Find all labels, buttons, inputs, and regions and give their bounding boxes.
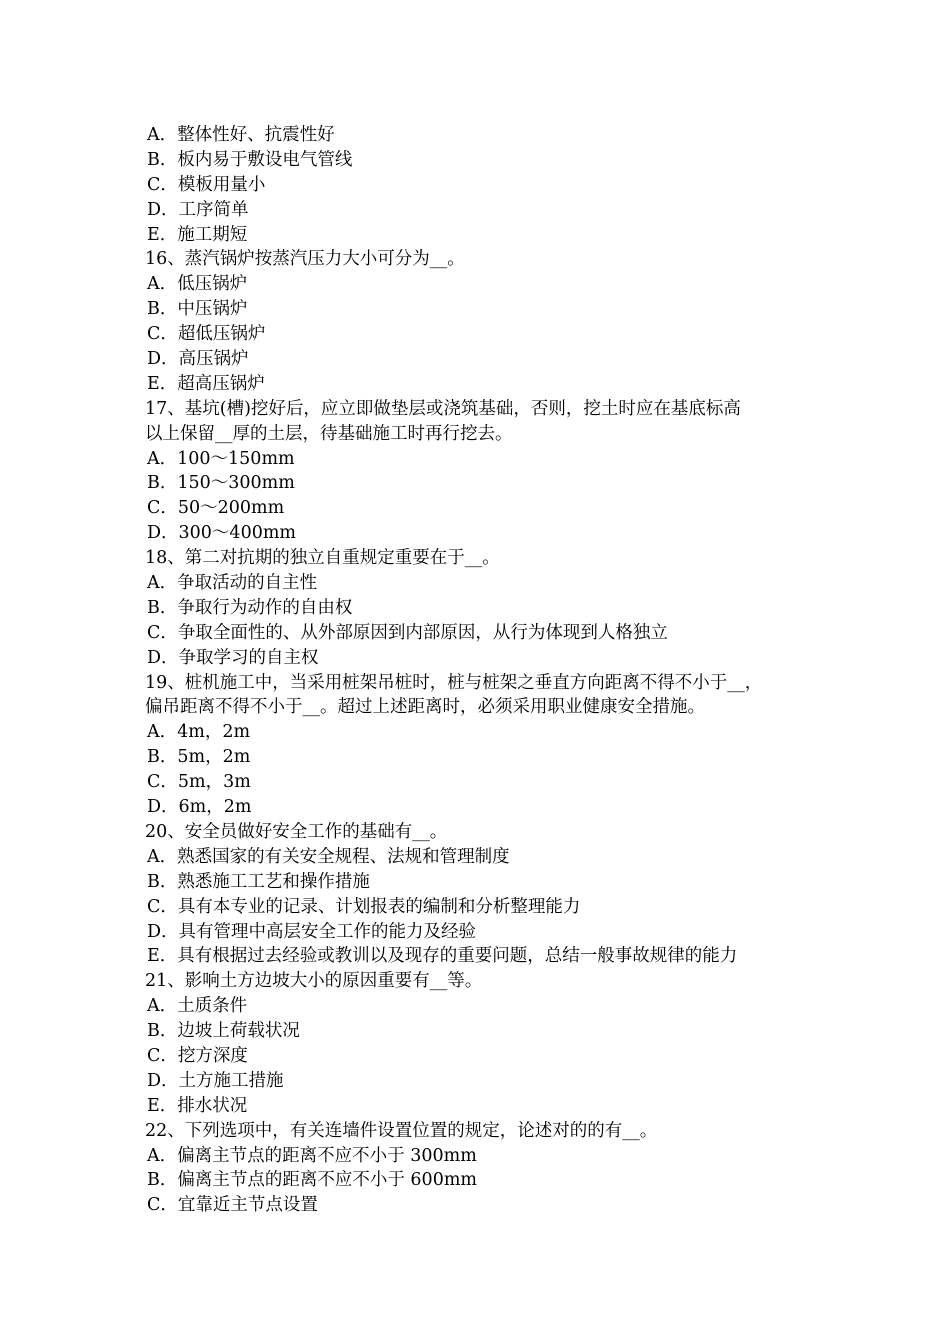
option-line: E．施工期短 xyxy=(147,224,248,245)
option-line: C．50～200mm xyxy=(147,498,285,519)
option-line: C．争取全面性的、从外部原因到内部原因，从行为体现到人格独立 xyxy=(147,622,668,643)
question-line: 以上保留__厚的土层，待基础施工时再行挖去。 xyxy=(145,423,513,444)
option-line: D．争取学习的自主权 xyxy=(147,647,319,668)
option-line: E．超高压锅炉 xyxy=(147,373,265,394)
question-line: 19、桩机施工中，当采用桩架吊桩时，桩与桩架之垂直方向距离不得不小于__， xyxy=(145,672,763,693)
option-line: A．低压锅炉 xyxy=(147,274,248,295)
option-line: A．100～150mm xyxy=(147,448,295,469)
question-line: 17、基坑(槽)挖好后，应立即做垫层或浇筑基础，否则，挖土时应在基底标高 xyxy=(145,398,741,419)
option-line: E．具有根据过去经验或教训以及现存的重要问题，总结一般事故规律的能力 xyxy=(147,946,738,967)
option-line: B．熟悉施工工艺和操作措施 xyxy=(147,871,370,892)
option-line: A．争取活动的自主性 xyxy=(147,573,318,594)
question-line: 20、安全员做好安全工作的基础有__。 xyxy=(145,821,448,842)
option-line: D．工序简单 xyxy=(147,199,249,220)
question-line: 18、第二对抗期的独立自重规定重要在于__。 xyxy=(145,548,500,569)
question-line: 21、影响土方边坡大小的原因重要有__等。 xyxy=(145,971,483,992)
option-line: C．超低压锅炉 xyxy=(147,324,266,345)
option-line: C．模板用量小 xyxy=(147,174,266,195)
option-line: E．排水状况 xyxy=(147,1095,248,1116)
option-line: D．高压锅炉 xyxy=(147,349,249,370)
option-line: A．整体性好、抗震性好 xyxy=(147,125,335,145)
option-line: C．具有本专业的记录、计划报表的编制和分析整理能力 xyxy=(147,896,581,917)
question-line: 22、下列选项中，有关连墙件设置位置的规定，论述对的的有__。 xyxy=(145,1120,658,1141)
option-line: B．板内易于敷设电气管线 xyxy=(147,149,353,170)
option-line: B．边坡上荷载状况 xyxy=(147,1021,300,1042)
option-line: D．具有管理中高层安全工作的能力及经验 xyxy=(147,921,477,942)
option-line: B．中压锅炉 xyxy=(147,299,248,320)
option-line: A．熟悉国家的有关安全规程、法规和管理制度 xyxy=(147,846,510,867)
option-line: D．300～400mm xyxy=(147,523,297,544)
option-line: A．4m，2m xyxy=(147,722,251,743)
option-line: B．偏离主节点的距离不应不小于 600mm xyxy=(147,1170,478,1191)
option-line: A．土质条件 xyxy=(147,996,248,1017)
question-line: 16、蒸汽锅炉按蒸汽压力大小可分为__。 xyxy=(145,249,465,270)
option-line: D．土方施工措施 xyxy=(147,1070,284,1091)
option-line: B．争取行为动作的自由权 xyxy=(147,597,353,618)
option-line: B．5m，2m xyxy=(147,747,251,768)
option-line: B．150～300mm xyxy=(147,473,295,494)
exam-question-list xyxy=(145,123,825,1218)
option-line: C．挖方深度 xyxy=(147,1045,248,1066)
option-line: C．宜靠近主节点设置 xyxy=(147,1195,318,1216)
option-line: C．5m，3m xyxy=(147,772,251,793)
option-line: A．偏离主节点的距离不应不小于 300mm xyxy=(147,1145,477,1166)
question-line: 偏吊距离不得不小于__。超过上述距离时，必须采用职业健康安全措施。 xyxy=(145,697,705,718)
option-line: D．6m，2m xyxy=(147,797,252,818)
